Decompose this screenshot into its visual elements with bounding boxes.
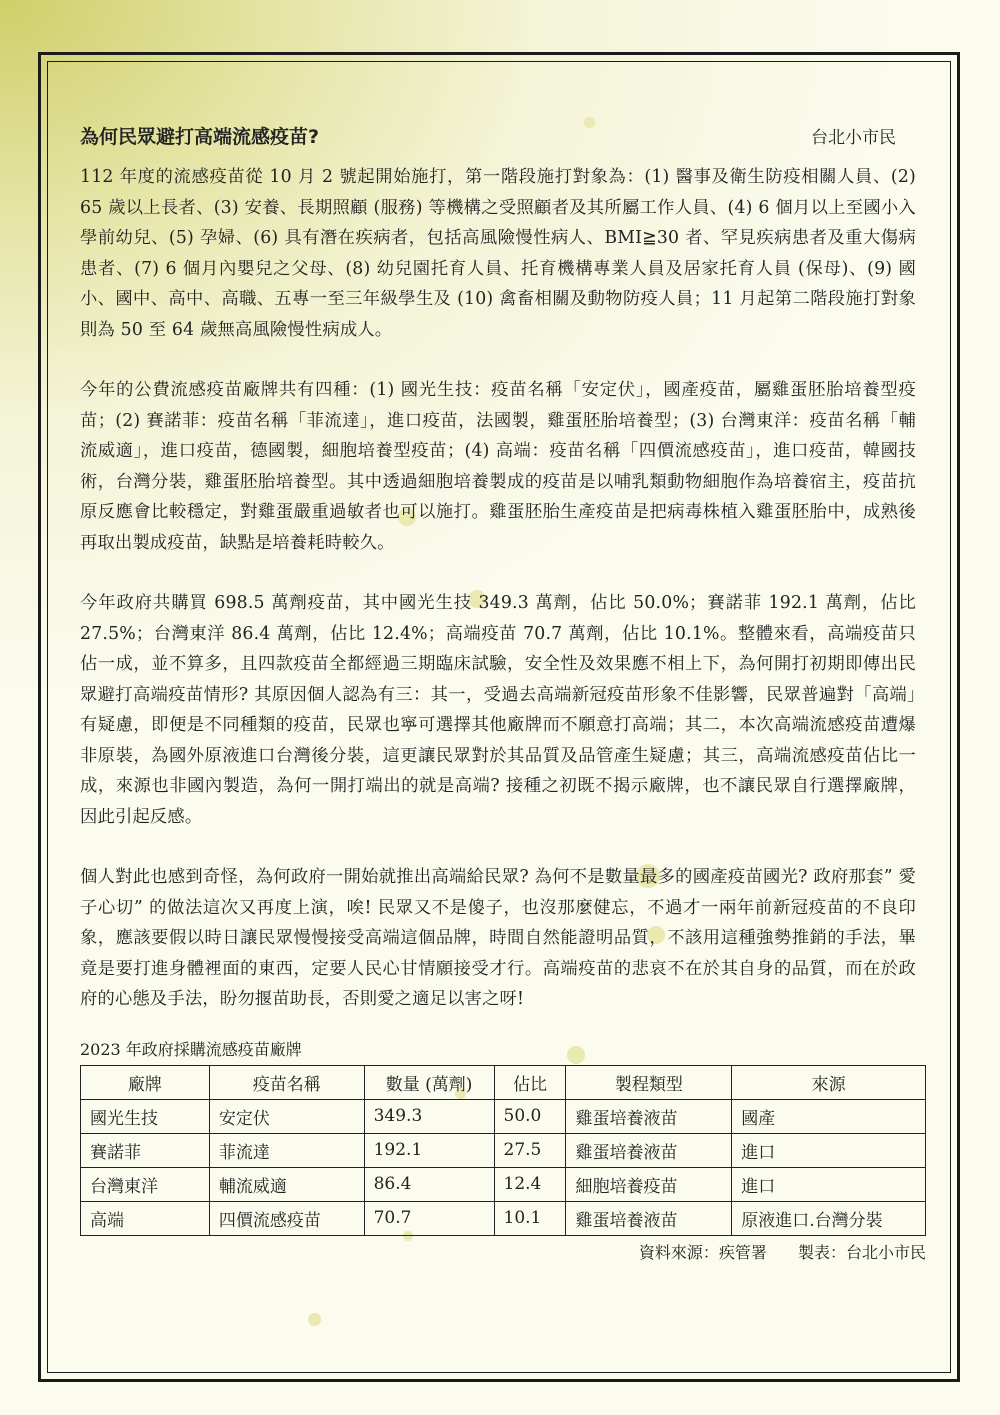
table-cell: 10.1 (494, 1201, 566, 1235)
table-source (80, 1240, 926, 1263)
table-cell: 國產 (732, 1099, 926, 1133)
table-cell: 原液進口.台灣分裝 (732, 1201, 926, 1235)
table-cell: 菲流達 (209, 1133, 364, 1167)
table-row (81, 1099, 926, 1133)
table-cell: 雞蛋培養液苗 (566, 1099, 732, 1133)
table-row (81, 1167, 926, 1201)
header-cell: 製程類型 (566, 1065, 732, 1099)
table-row (81, 1201, 926, 1235)
header-cell: 來源 (732, 1065, 926, 1099)
table-cell: 70.7 (364, 1201, 494, 1235)
table-cell: 台灣東洋 (81, 1167, 210, 1201)
table-cell: 細胞培養疫苗 (566, 1167, 732, 1201)
article-author: 台北小市民 (811, 128, 896, 148)
data-source: 資料來源：疾管署 (638, 1242, 767, 1262)
paragraph: 今年的公費流感疫苗廠牌共有四種：(1) 國光生技：疫苗名稱「安定伏」，國產疫苗，屬雞蛋胚胎培養型疫苗；(2) 賽諾菲：疫苗名稱「菲流達」，進口疫苗，法國製，雞蛋胚胎培養型；(3) 台灣東洋：疫苗名稱「輔流威適」，進口疫苗，德國製，細胞培養型疫苗；(4) 高端：疫苗名稱「四價流感疫苗」，進口疫苗，韓國技術，台灣分裝，雞蛋胚胎培養型。其中透過細胞培養製成的疫苗是以哺乳類動物細胞作為培養宿主，疫苗抗原反應會比較穩定，對雞蛋嚴重過敏者也可以施打。雞蛋胚胎生產疫苗是把病毒株植入雞蛋胚胎中，成熟後再取出製成疫苗，缺點是培養耗時較久。 (80, 380, 916, 553)
article (80, 122, 926, 1263)
table-cell: 27.5 (494, 1133, 566, 1167)
article-title: 為何民眾避打高端流感疫苗? (80, 126, 320, 148)
table-cell: 349.3 (364, 1099, 494, 1133)
header-cell: 佔比 (494, 1065, 566, 1099)
table-cell: 國光生技 (81, 1099, 210, 1133)
table-cell: 86.4 (364, 1167, 494, 1201)
table-cell: 輔流威適 (209, 1167, 364, 1201)
title-row (80, 122, 916, 162)
table-cell: 賽諾菲 (81, 1133, 210, 1167)
table-cell: 安定伏 (209, 1099, 364, 1133)
paragraph: 112 年度的流感疫苗從 10 月 2 號起開始施打，第一階段施打對象為：(1) 醫事及衛生防疫相關人員、(2) 65 歲以上長者、(3) 安養、長期照顧 (服務) 等機構之受照顧者及其所屬工作人員、(4) 6 個月以上至國小入學前幼兒、(5) 孕婦、(6) 具有潛在疾病者，包括高風險慢性病人、BMI≧30 者、罕見疾病患者及重大傷病患者、(7) 6 個月內嬰兒之父母、(8) 幼兒園托育人員、托育機構專業人員及居家托育人員 (保母)、(9) 國小、國中、高中、高職、五專一至三年級學生及 (10) 禽畜相關及動物防疫人員；11 月起第二階段施打對象則為 50 至 64 歲無高風險慢性病成人。 (80, 167, 916, 340)
paragraph: 個人對此也感到奇怪，為何政府一開始就推出高端給民眾? 為何不是數量最多的國產疫苗國光? 政府那套” 愛子心切” 的做法這次又再度上演，唉! 民眾又不是傻子，也沒那麼健忘，不過才一兩年前新冠疫苗的不良印象，應該要假以時日讓民眾慢慢接受高端這個品牌，時間自然能證明品質，不該用這種強勢推銷的手法，畢竟是要打進身體裡面的東西，定要人民心甘情願接受才行。高端疫苗的悲哀不在於其自身的品質，而在於政府的心態及手法，盼勿揠苗助長，否則愛之適足以害之呀! (80, 867, 916, 1009)
table-cell: 12.4 (494, 1167, 566, 1201)
table-cell: 高端 (81, 1201, 210, 1235)
decorative-dot (308, 1313, 321, 1326)
vaccine-table (80, 1065, 926, 1236)
table-row (81, 1133, 926, 1167)
header-cell: 疫苗名稱 (209, 1065, 364, 1099)
table-caption: 2023 年政府採購流感疫苗廠牌 (80, 1039, 302, 1059)
table-cell: 雞蛋培養液苗 (566, 1201, 732, 1235)
header-cell: 數量 (萬劑) (364, 1065, 494, 1099)
table-cell: 雞蛋培養液苗 (566, 1133, 732, 1167)
table-cell: 進口 (732, 1133, 926, 1167)
paragraph: 今年政府共購買 698.5 萬劑疫苗，其中國光生技 349.3 萬劑，佔比 50.0%；賽諾菲 192.1 萬劑，佔比 27.5%；台灣東洋 86.4 萬劑，佔比 12.4%；高端疫苗 70.7 萬劑，佔比 10.1%。整體來看，高端疫苗只佔一成，並不算多，且四款疫苗全都經過三期臨床試驗，安全性及效果應不相上下，為何開打初期即傳出民眾避打高端疫苗情形? 其原因個人認為有三：其一，受過去高端新冠疫苗形象不佳影響，民眾普遍對「高端」有疑慮，即便是不同種類的疫苗，民眾也寧可選擇其他廠牌而不願意打高端；其二，本次高端流感疫苗遭爆非原裝，為國外原液進口台灣後分裝，這更讓民眾對於其品質及品管產生疑慮；其三，高端流感疫苗佔比一成，來源也非國內製造，為何一開打端出的就是高端? 接種之初既不揭示廠牌，也不讓民眾自行選擇廠牌，因此引起反感。 (80, 593, 916, 827)
table-maker: 製表：台北小市民 (797, 1242, 926, 1262)
table-cell: 50.0 (494, 1099, 566, 1133)
table-cell: 四價流感疫苗 (209, 1201, 364, 1235)
table-header-row (81, 1065, 926, 1099)
table-cell: 進口 (732, 1167, 926, 1201)
header-cell: 廠牌 (81, 1065, 210, 1099)
table-cell: 192.1 (364, 1133, 494, 1167)
